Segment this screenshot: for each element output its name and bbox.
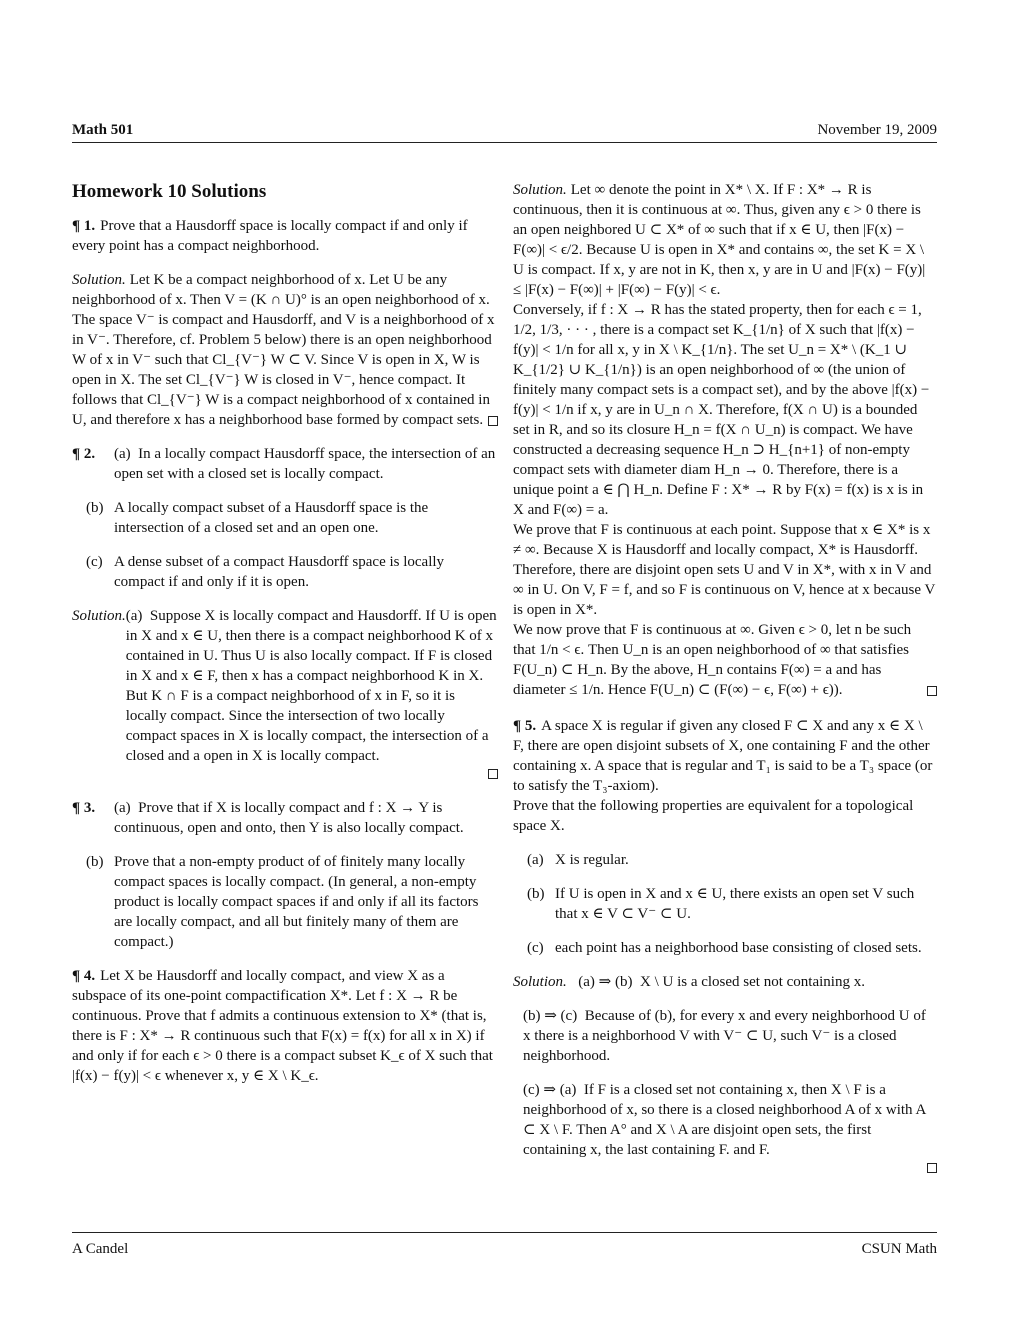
problem-3-a: ¶ 3. (a) Prove that if X is locally compact and f : X → Y is continuous, open and onto, then Y is also locally compact. [72, 800, 464, 836]
problem-3-b-text: Prove that a non-empty product of of finitely many locally compact spaces is locally compact. (In general, a non-empty product is locally compact spaces if and only if all its factors are locally compact, and all but finitely many of them are compact.) [114, 854, 479, 950]
right-column [513, 180, 937, 1174]
problem-5-solution: Solution. (a) ⇒ (b) X \ U is a closed set not containing x. [513, 974, 865, 990]
solution-label: Solution. [72, 272, 126, 288]
qed-box-icon [72, 766, 498, 780]
header-date: November 19, 2009 [817, 122, 937, 138]
problem-4-text: Let X be Hausdorff and locally compact, and view X as a subspace of its one-point compactification X*. Let f : X → R be continuous. Prove that f admits a continuous extension to X* (that is, there is F : X* → R continuous such that F(x) = f(x) for all x in X) if and only if for each ϵ > 0 there is a compact subset K_ϵ of X such that |f(x) − f(y)| < ϵ whenever x, y ∈ X \ K_ϵ. [72, 968, 493, 1084]
problem-5-c: (c) each point has a neighborhood base consisting of closed sets. [513, 938, 937, 958]
problem-2-b: (b) A locally compact subset of a Hausdorff space is the intersection of a closed set and an open one. [72, 498, 498, 538]
problem-1-solution-text: Let K be a compact neighborhood of x. Let U be any neighborhood of x. Then V = (K ∩ U)° is an open neighborhood of x. The space V⁻ is compact and Hausdorff, and V is a neighborhood of x in V⁻. Therefore, cf. Problem 5 below) there is an open neighborhood W of x in V⁻ such that Cl_{V⁻} W ⊂ V. Since V is open in X, W is open in X. The set Cl_{V⁻} W is closed in V⁻, hence compact. It follows that Cl_{V⁻} W is a compact neighborhood of x contained in U, and therefore x has a neighborhood base formed by compact sets. [72, 272, 495, 428]
problem-4-solution-p4: We now prove that F is continuous at ∞. Given ϵ > 0, let n be such that 1/n < ϵ. Then U_n is an open neighborhood of ∞ that satisfies F(U_n) ⊂ H_n. By the above, H_n contains F(∞) = a and has diameter ≤ 1/n. Hence F(U_n) ⊂ (F(∞) − ϵ, F(∞) + ϵ)). [513, 620, 937, 700]
qed-box-icon [488, 410, 498, 430]
problem-1-statement [72, 216, 498, 256]
problem-1-text: Prove that a Hausdorff space is locally compact if and only if every point has a compact neighborhood. [72, 218, 468, 254]
problem-5-a-text: X is regular. [555, 852, 629, 868]
problem-4-statement [72, 966, 498, 1086]
problem-2-solution-text: Suppose X is locally compact and Hausdorff. If U is open in X and x ∈ U, then there is a compact neighborhood K of x contained in U. Thus U is also locally compact. If F is closed in X and x ∈ F, then x has a compact neighborhood K in X. But K ∩ F is a compact neighborhood of x in F, so it is locally compact. Since the intersection of two locally compact spaces in X is locally compact, the intersection of a closed and a open in X is locally compact. [125, 608, 497, 764]
problem-3-b: (b) Prove that a non-empty product of of finitely many locally compact spaces is locally compact. (In general, a non-empty product is locally compact spaces if and only if all its factors are locally compact, and all but finitely many of them are compact.) [72, 852, 498, 952]
problem-5-mark: ¶ 5. [513, 718, 537, 734]
footer-author: A Candel [72, 1241, 129, 1257]
problem-2-a-text: In a locally compact Hausdorff space, the intersection of an open set with a closed set is locally compact. [114, 446, 496, 482]
problem-4-solution-p1: Let ∞ denote the point in X* \ X. If F : X* → R is continuous, then it is continuous at ∞. Thus, given any ϵ > 0 there is an open neighbored U ⊂ X* of ∞ such that if x ∈ U, then |F(x) − F(∞)| < ϵ/2. Because U is open in X* and contains ∞, the set K = X \ U is compact. If x, y are not in K, then x, y are in U and |F(x) − F(y)| ≤ |F(x) − F(∞)| + |F(∞) − F(y)| < ϵ. [513, 182, 926, 298]
problem-5-text: A space X is regular if given any closed F ⊂ X and any x ∈ X \ F, there are open disjoint subsets of X, one containing F and the other containing x. A space that is regular and T₁ is said to be a T₃ space (or to satisfy the T₃-axiom). [513, 718, 933, 794]
page-header [72, 118, 937, 143]
problem-2-c-text: A dense subset of a compact Hausdorff space is locally compact if and only if it is open. [114, 554, 445, 590]
problem-2-a: ¶ 2. (a) In a locally compact Hausdorff space, the intersection of an open set with a closed set is locally compact. [72, 446, 496, 482]
qed-box-icon [513, 1160, 937, 1174]
problem-2-c: (c) A dense subset of a compact Hausdorff space is locally compact if and only if it is open. [72, 552, 498, 592]
problem-3-a-text: Prove that if X is locally compact and f : X → Y is continuous, open and onto, then Y is also locally compact. [114, 800, 464, 836]
problem-1-mark: ¶ 1. [72, 218, 96, 234]
problem-4-mark: ¶ 4. [72, 968, 96, 984]
problem-4-solution-p2: Conversely, if f : X → R has the stated property, then for each ϵ = 1, 1/2, 1/3, · · · , there is a compact set K_{1/n} of X such that |f(x) − f(y)| < 1/n for all x, y in X \ K_{1/n}. The set U_n = X* \ (K_1 ∪ K_{1/2} ∪ K_{1/n}) is an open neighborhood of ∞ (the union of finitely many compact sets is a compact set), and by the above |f(x) − f(y)| < 1/n if x, y are in U_n ∩ X. Therefore, f(X ∩ U) is a bounded set in R, and so its closure H_n = f(X ∩ U_n) is compact. We have constructed a decreasing sequence H_n ⊃ H_{n+1} of non-empty compact sets with diameter diam H_n → 0. Therefore, there is a unique point a ∈ ⋂ H_n. Define F : X* → R by F(x) = f(x) is x is in X and F(∞) = a. [513, 302, 930, 518]
problem-5-a: (a) X is regular. [513, 850, 937, 870]
solution-label: Solution. [513, 182, 567, 198]
problem-5-b-text: If U is open in X and x ∈ U, there exists an open set V such that x ∈ V ⊂ V⁻ ⊂ U. [555, 886, 915, 922]
course-name: Math 501 [72, 122, 134, 138]
problem-1-solution [72, 270, 498, 430]
problem-5-solution-step-1: X \ U is a closed set not containing x. [639, 974, 865, 990]
problem-2-solution: Solution. (a) Suppose X is locally compact and Hausdorff. If U is open in X and x ∈ U, then there is a compact neighborhood K of x contained in U. Thus U is also locally compact. If F is closed in X and x ∈ F, then x has a compact neighborhood K in X. But K ∩ F is a compact neighborhood of x in F, so it is locally compact. Since the intersection of two locally compact spaces in X is locally compact, the intersection of a closed and a open in X is locally compact. [72, 608, 497, 764]
solution-label: Solution. [72, 608, 126, 624]
page-footer [72, 1232, 937, 1261]
problem-5-b: (b) If U is open in X and x ∈ U, there exists an open set V such that x ∈ V ⊂ V⁻ ⊂ U. [513, 884, 937, 924]
solution-label: Solution. [513, 974, 567, 990]
problem-5-statement-2: Prove that the following properties are equivalent for a topological space X. [513, 798, 914, 834]
footer-institution: CSUN Math [861, 1241, 937, 1257]
left-column [72, 180, 498, 1086]
problem-5-c-text: each point has a neighborhood base consisting of closed sets. [555, 940, 922, 956]
problem-4-solution [513, 180, 937, 300]
problem-3-mark: ¶ 3. [72, 800, 96, 816]
problem-5-solution-step-3: (c) ⇒ (a) If F is a closed set not containing x, then X \ F is a neighborhood of x, so there is a closed neighborhood A of x with A ⊂ X \ F. Then A° and X \ A are disjoint open sets, the first containing x, the last containing F. and F. [523, 1082, 926, 1158]
problem-4-solution-p3: We prove that F is continuous at each point. Suppose that x ∈ X* is x ≠ ∞. Because X is Hausdorff and locally compact, X* is Hausdorff. Therefore, there are disjoint open sets U and V in X*, with x in V and ∞ in U. On V, F = f, and so F is continuous on V, hence at x because V is open in X*. [513, 522, 936, 618]
problem-5-statement [513, 716, 937, 796]
problem-5-solution-step-2: (b) ⇒ (c) Because of (b), for every x and every neighborhood U of x there is a neighborhood V with V⁻ ⊂ U, such V⁻ is a closed neighborhood. [523, 1008, 926, 1064]
page-title: Homework 10 Solutions [72, 181, 267, 202]
qed-box-icon [927, 680, 937, 700]
problem-2-b-text: A locally compact subset of a Hausdorff space is the intersection of a closed set and an open one. [114, 500, 429, 536]
problem-2-mark: ¶ 2. [72, 446, 96, 462]
